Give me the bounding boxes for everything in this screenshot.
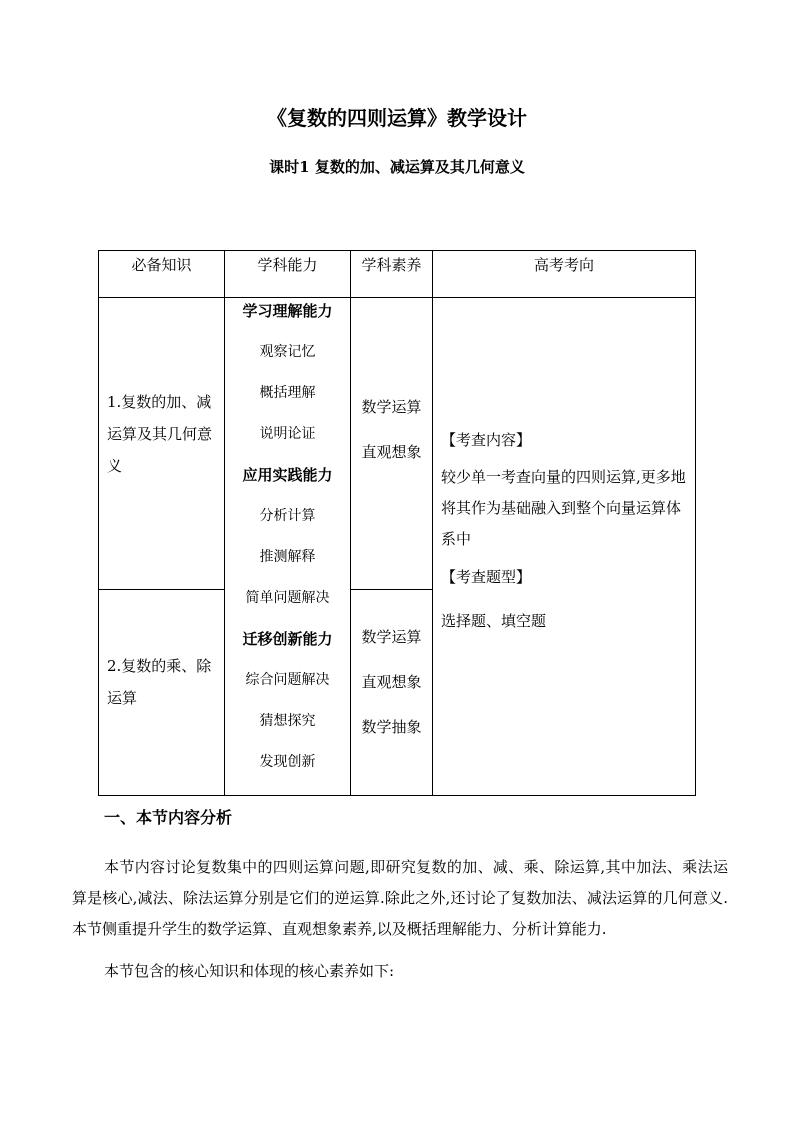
exam-cell	[433, 298, 696, 796]
exam-type-text: 选择题、填空题	[441, 612, 547, 630]
ability-item: 说明论证	[259, 426, 316, 442]
ability-heading-2: 应用实践能力	[242, 466, 333, 484]
literacy-item: 直观想象	[361, 673, 422, 691]
knowledge-item-2: 2.复数的乘、除运算	[107, 657, 212, 707]
ability-item: 综合问题解决	[245, 672, 330, 688]
exam-content-tag: 【考查内容】	[441, 431, 532, 449]
ability-item: 简单问题解决	[245, 590, 330, 606]
ability-item: 发现创新	[259, 754, 316, 770]
header-knowledge: 必备知识	[99, 251, 225, 298]
knowledge-cell-2	[99, 590, 225, 796]
ability-item: 推测解释	[259, 549, 316, 565]
literacy-cell-1	[351, 298, 433, 590]
literacy-cell-2	[351, 590, 433, 796]
ability-cell	[225, 298, 351, 796]
exam-content-text: 较少单一考查向量的四则运算,更多地将其作为基础融入到整个向量运算体系中	[441, 468, 686, 548]
exam-type-tag: 【考查题型】	[441, 568, 532, 586]
document-subtitle: 课时1 复数的加、减运算及其几何意义	[269, 158, 525, 176]
ability-item: 观察记忆	[259, 344, 316, 360]
knowledge-item-1: 1.复数的加、减运算及其几何意义	[107, 393, 213, 475]
literacy-item: 直观想象	[361, 443, 422, 461]
section-paragraph-2: 本节包含的核心知识和体现的核心素养如下:	[104, 962, 395, 980]
header-literacy: 学科素养	[351, 251, 433, 298]
document-title: 《复数的四则运算》教学设计	[267, 106, 527, 130]
knowledge-table	[98, 250, 696, 796]
knowledge-cell-1	[99, 298, 225, 590]
ability-heading-3: 迁移创新能力	[242, 630, 333, 648]
ability-item: 猜想探究	[259, 713, 316, 729]
ability-item: 概括理解	[259, 385, 316, 401]
header-ability: 学科能力	[225, 251, 351, 298]
header-exam: 高考考向	[433, 251, 696, 298]
ability-heading-1: 学习理解能力	[242, 302, 333, 320]
section-paragraph-1: 本节内容讨论复数集中的四则运算问题,即研究复数的加、减、乘、除运算,其中加法、乘法运算是核心,减法、除法运算分别是它们的逆运算.除此之外,还讨论了复数加法、减法运算的几何意义.本节侧重提升学生的数学运算、直观想象素养,以及概括理解能力、分析计算能力.	[72, 858, 728, 938]
table-header-row	[99, 251, 696, 298]
ability-item: 分析计算	[259, 508, 316, 524]
literacy-item: 数学运算	[361, 628, 422, 646]
table-row	[99, 298, 696, 590]
section-title: 一、本节内容分析	[104, 808, 233, 827]
literacy-item: 数学抽象	[361, 718, 422, 736]
literacy-item: 数学运算	[361, 398, 422, 416]
